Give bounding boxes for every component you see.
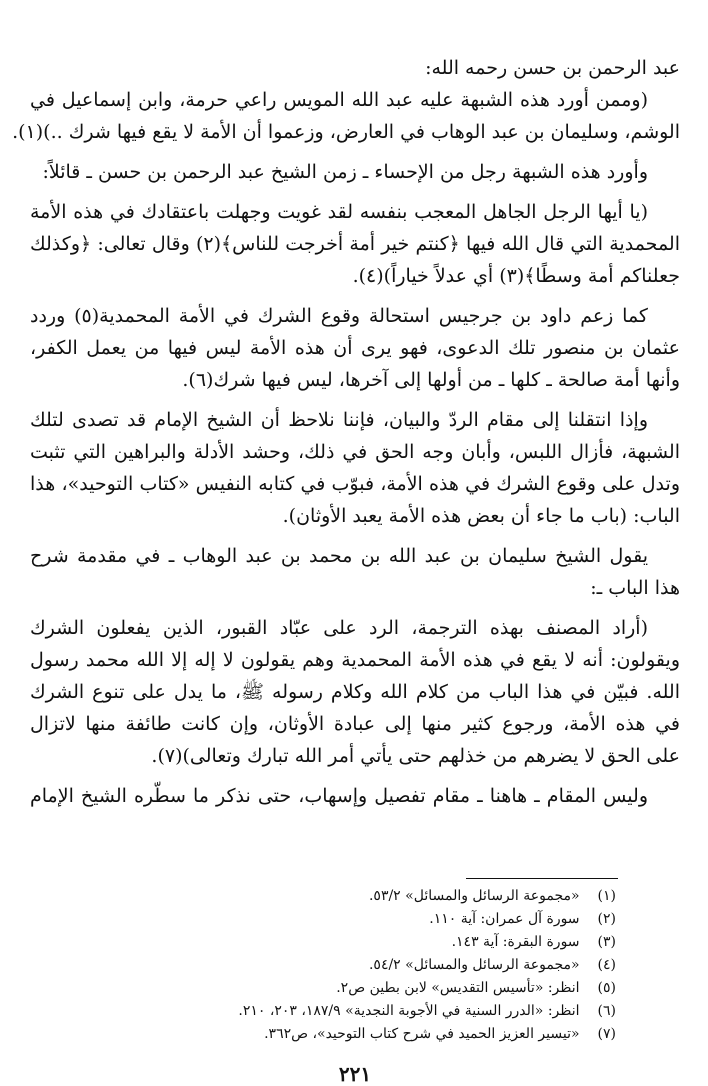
- footnote-text: «مجموعة الرسائل والمسائل» ٥٤/٢.: [368, 957, 580, 973]
- footnote-number: (٢): [597, 911, 616, 927]
- footnote-text: انظر: «الدرر السنية في الأجوبة النجدية» ١٨٧/٩، ٢٠٣، ٢١٠.: [238, 1003, 580, 1019]
- footnote: [30, 977, 680, 1000]
- text-line: وأنها أمة صالحة ـ كلها ـ من أولها إلى آخرها، ليس فيها شرك(٦).: [182, 369, 680, 391]
- text-line: كما زعم داود بن جرجيس استحالة وقوع الشرك في الأمة المحمدية(٥) وردد: [30, 305, 648, 327]
- text-line: وليس المقام ـ هاهنا ـ مقام تفصيل وإسهاب، حتى نذكر ما سطّره الشيخ الإمام: [30, 785, 648, 807]
- footnote: [30, 885, 680, 908]
- footnote-text: «تيسير العزيز الحميد في شرح كتاب التوحيد»، ص٣٦٢.: [264, 1026, 580, 1042]
- text-line: الوشم، وسليمان بن عبد الوهاب في العارض، وزعموا أن الأمة لا يقع فيها شرك ..)(١).: [12, 121, 680, 143]
- footnote: [30, 1023, 680, 1046]
- text-line: (أراد المصنف بهذه الترجمة، الرد على عبّاد القبور، الذين يفعلون الشرك: [30, 617, 648, 639]
- footnote-number: (٥): [597, 980, 616, 996]
- footnote-number: (٦): [597, 1003, 616, 1019]
- text-line: الباب: (باب ما جاء أن بعض هذه الأمة يعبد الأوثان).: [282, 505, 680, 527]
- footnote: [30, 908, 680, 931]
- footnote: [30, 1000, 680, 1023]
- text-line: عبد الرحمن بن حسن رحمه الله:: [425, 57, 680, 79]
- text-line: هذا الباب ـ:: [590, 577, 680, 599]
- text-line: في هذه الأمة، ورجوع كثير منها إلى عبادة الأوثان، وإن كانت طائفة منها لاتزال: [30, 713, 680, 735]
- text-line: ويقولون: أنه لا يقع في هذه الأمة المحمدية وهم يقولون لا إله إلا الله محمد رسول: [30, 649, 680, 671]
- text-line: عثمان بن منصور تلك الدعوى، فهو يرى أن هذه الأمة ليس فيها من يعمل الكفر،: [30, 337, 680, 359]
- text-line: يقول الشيخ سليمان بن عبد الله بن محمد بن عبد الوهاب ـ في مقدمة شرح: [30, 545, 648, 567]
- text-line: المحمدية التي قال الله فيها ﴿كنتم خير أمة أخرجت للناس﴾(٢) وقال تعالى: ﴿وكذلك: [30, 233, 680, 255]
- footnote-number: (٧): [597, 1026, 616, 1042]
- footnote-divider: [466, 878, 618, 879]
- footnote-text: انظر: «تأسيس التقديس» لابن بطين ص٢.: [336, 980, 580, 996]
- text-line: على الحق لا يضرهم من خذلهم حتى يأتي أمر الله تبارك وتعالى)(٧).: [151, 745, 680, 767]
- text-line: وتدل على وقوع الشرك في هذه الأمة، فبوّب في كتابه النفيس «كتاب التوحيد»، هذا: [30, 473, 680, 495]
- text-line: الله. فبيّن في هذا الباب من كلام الله وكلام رسوله ﷺ، ما يدل على تنوع الشرك: [30, 681, 680, 703]
- footnote-text: سورة آل عمران: آية ١١٠.: [429, 911, 580, 927]
- text-line: جعلناكم أمة وسطًا﴾(٣) أي عدلاً خياراً)(٤).: [352, 265, 680, 287]
- text-line: (وممن أورد هذه الشبهة عليه عبد الله المويس راعي حرمة، وابن إسماعيل في: [30, 89, 648, 111]
- footnote-number: (٣): [597, 934, 616, 950]
- footnote: [30, 931, 680, 954]
- footnote-text: «مجموعة الرسائل والمسائل» ٥٣/٢.: [368, 888, 580, 904]
- text-line: وأورد هذه الشبهة رجل من الإحساء ـ زمن الشيخ عبد الرحمن بن حسن ـ قائلاً:: [42, 161, 648, 183]
- footnote: [30, 954, 680, 977]
- footnote-number: (٤): [597, 957, 616, 973]
- text-line: (يا أيها الرجل الجاهل المعجب بنفسه لقد غويت وجهلت باعتقادك في هذه الأمة: [30, 201, 648, 223]
- text-line: وإذا انتقلنا إلى مقام الردّ والبيان، فإننا نلاحظ أن الشيخ الإمام قد تصدى لتلك: [30, 409, 648, 431]
- footnote-text: سورة البقرة: آية ١٤٣.: [451, 934, 580, 950]
- text-line: الشبهة، فأزال اللبس، وأبان وجه الحق في ذلك، وحشد الأدلة والبراهين التي تثبت: [30, 441, 680, 463]
- footnote-number: (١): [597, 888, 616, 904]
- page-number: ٢٢١: [338, 1062, 372, 1086]
